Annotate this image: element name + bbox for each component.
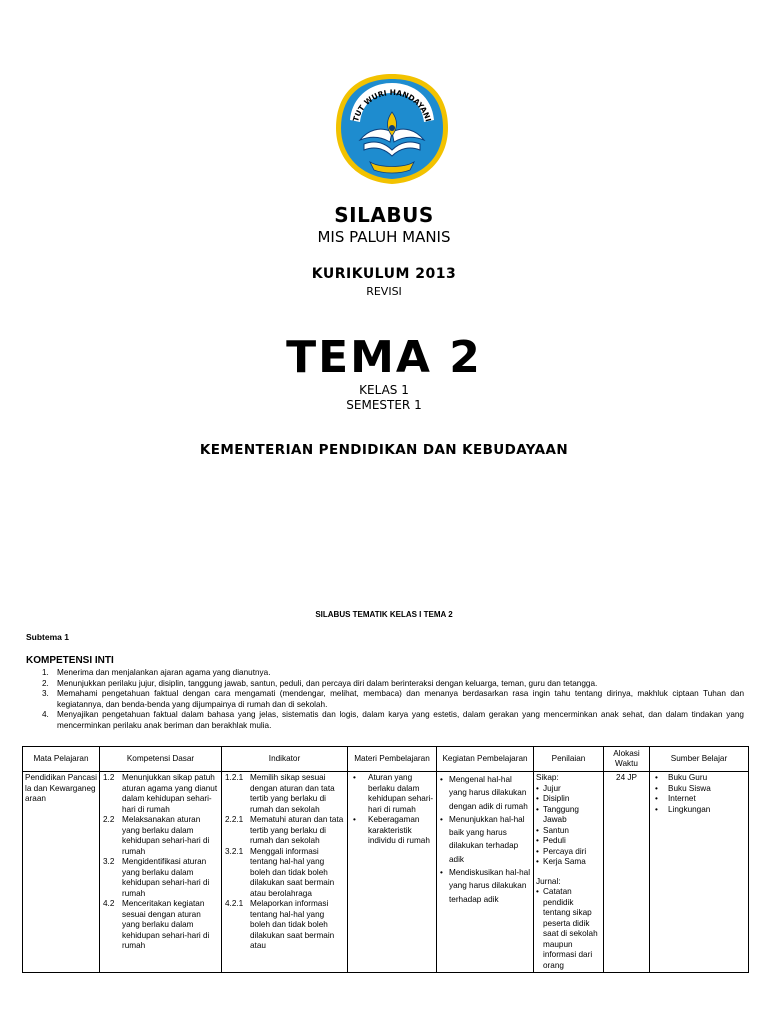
class-label: KELAS 1 xyxy=(359,383,409,397)
core-competency-list xyxy=(26,668,744,732)
cover-title: SILABUS xyxy=(334,203,434,227)
header-source: Sumber Belajar xyxy=(650,747,749,772)
assessment-cell xyxy=(534,772,604,973)
material-cell xyxy=(348,772,437,973)
ministry-name: KEMENTERIAN PENDIDIKAN DAN KEBUDAYAAN xyxy=(199,442,569,458)
list-item: • Keberagaman karakteristik individu di rumah xyxy=(353,815,430,845)
attitude-label: Sikap: xyxy=(536,773,559,782)
list-item: • Lingkungan xyxy=(655,804,711,814)
header-time: Alokasi Waktu xyxy=(604,747,650,772)
list-item: 1.2 Menunjukkan sikap patuh aturan agama yang dianut dalam kehidupan sehari-hari di rumah xyxy=(103,773,218,814)
revision-label: REVISI xyxy=(366,285,402,298)
list-item: • Catatan pendidik tentang sikap peserta didik saat di sekolah maupun informasi dari orang xyxy=(536,887,598,970)
list-item: 4. Menyajikan pengetahuan faktual dalam bahasa yang jelas, sistematis dan logis, dalam karya yang estetis, dalam gerakan yang mencerminkan anak sehat, dan dalam tindakan yang mencerminkan perilaku anak beriman dan berakhlak mulia. xyxy=(42,710,744,730)
list-item: 3. Memahami pengetahuan faktual dengan cara mengamati (mendengar, melihat, membaca) dan menanya berdasarkan rasa ingin tahu tentang dirinya, makhluk ciptaan Tuhan dan kegiatannya, dan benda-benda yang dijumpainya di rumah dan di sekolah. xyxy=(42,689,744,709)
list-item: 2.2 Melaksanakan aturan yang berlaku dalam kehidupan sehari-hari di rumah xyxy=(103,815,210,856)
list-item: 2.2.1 Mematuhi aturan dan tata tertib yang berlaku di rumah dan sekolah xyxy=(225,815,344,845)
syllabus-title: SILABUS TEMATIK KELAS I TEMA 2 xyxy=(315,610,453,619)
tut-wuri-handayani-logo xyxy=(330,70,454,188)
source-cell xyxy=(650,772,749,973)
basic-competency-cell xyxy=(100,772,222,973)
list-item: • Internet xyxy=(655,794,696,803)
school-name: MIS PALUH MANIS xyxy=(317,228,451,246)
subtheme-label: Subtema 1 xyxy=(26,632,69,642)
table-row xyxy=(23,772,749,973)
list-item: 3.2 Mengidentifikasi aturan yang berlaku dalam kehidupan sehari-hari di rumah xyxy=(103,857,210,898)
semester-label: SEMESTER 1 xyxy=(346,398,422,412)
core-competency-heading: KOMPETENSI INTI xyxy=(26,655,114,666)
list-item: 4.2 Menceritakan kegiatan sesuai dengan aturan yang berlaku dalam kehidupan sehari-hari di rumah xyxy=(103,899,210,950)
header-subject: Mata Pelajaran xyxy=(23,747,100,772)
list-item: • Aturan yang berlaku dalam kehidupan sehari-hari di rumah xyxy=(353,773,434,814)
list-item: • Mendiskusikan hal-hal yang harus dilakukan terhadap adik xyxy=(440,868,531,904)
indicator-cell xyxy=(222,772,348,973)
activity-cell xyxy=(437,772,534,973)
list-item: • Peduli xyxy=(536,836,566,845)
list-item: • Mengenal hal-hal yang harus dilakukan dengan adik di rumah xyxy=(440,775,528,811)
list-item: 1.2.1 Memilih sikap sesuai dengan aturan dan tata tertib yang berlaku di rumah dan sekolah xyxy=(225,773,335,814)
curriculum-label: KURIKULUM 2013 xyxy=(311,266,457,282)
list-item: • Percaya diri xyxy=(536,846,587,856)
list-item: 2. Menunjukkan perilaku jujur, disiplin, tanggung jawab, santun, peduli, dan percaya diri dalam berinteraksi dengan keluarga, teman, guru dan tetangga. xyxy=(42,678,598,688)
header-basic-competency: Kompetensi Dasar xyxy=(100,747,222,772)
list-item: • Jujur xyxy=(536,783,561,793)
journal-label: Jurnal: xyxy=(536,876,561,886)
list-item: • Menunjukkan hal-hal baik yang harus dilakukan terhadap adik xyxy=(440,814,525,864)
theme-title: TEMA 2 xyxy=(286,332,482,383)
list-item: 3.2.1 Menggali informasi tentang hal-hal yang boleh dan tidak boleh dilakukan saat bermain atau berolahraga xyxy=(225,846,335,898)
list-item: 1. Menerima dan menjalankan ajaran agama yang dianutnya. xyxy=(42,668,271,677)
list-item: • Kerja Sama xyxy=(536,857,586,866)
list-item: 4.2.1 Melaporkan informasi tentang hal-hal yang boleh dan tidak boleh dilakukan saat bermain atau xyxy=(225,899,335,950)
list-item: • Buku Guru xyxy=(655,773,708,782)
logo-motto: TUT WURI HANDAYANI xyxy=(351,87,433,123)
subject-cell: Pendidikan Pancasila dan Kewarganegaraan xyxy=(23,772,100,973)
header-indicator: Indikator xyxy=(222,747,348,772)
header-activity: Kegiatan Pembelajaran xyxy=(437,747,534,772)
time-cell: 24 JP xyxy=(604,772,650,973)
header-material: Materi Pembelajaran xyxy=(348,747,437,772)
table-header-row xyxy=(23,747,749,772)
list-item: • Buku Siswa xyxy=(655,783,711,793)
list-item: • Disiplin xyxy=(536,794,570,803)
list-item: • Tanggung Jawab xyxy=(536,804,579,824)
list-item: • Santun xyxy=(536,825,569,835)
header-assessment: Penilaian xyxy=(534,747,604,772)
syllabus-table xyxy=(22,746,749,973)
